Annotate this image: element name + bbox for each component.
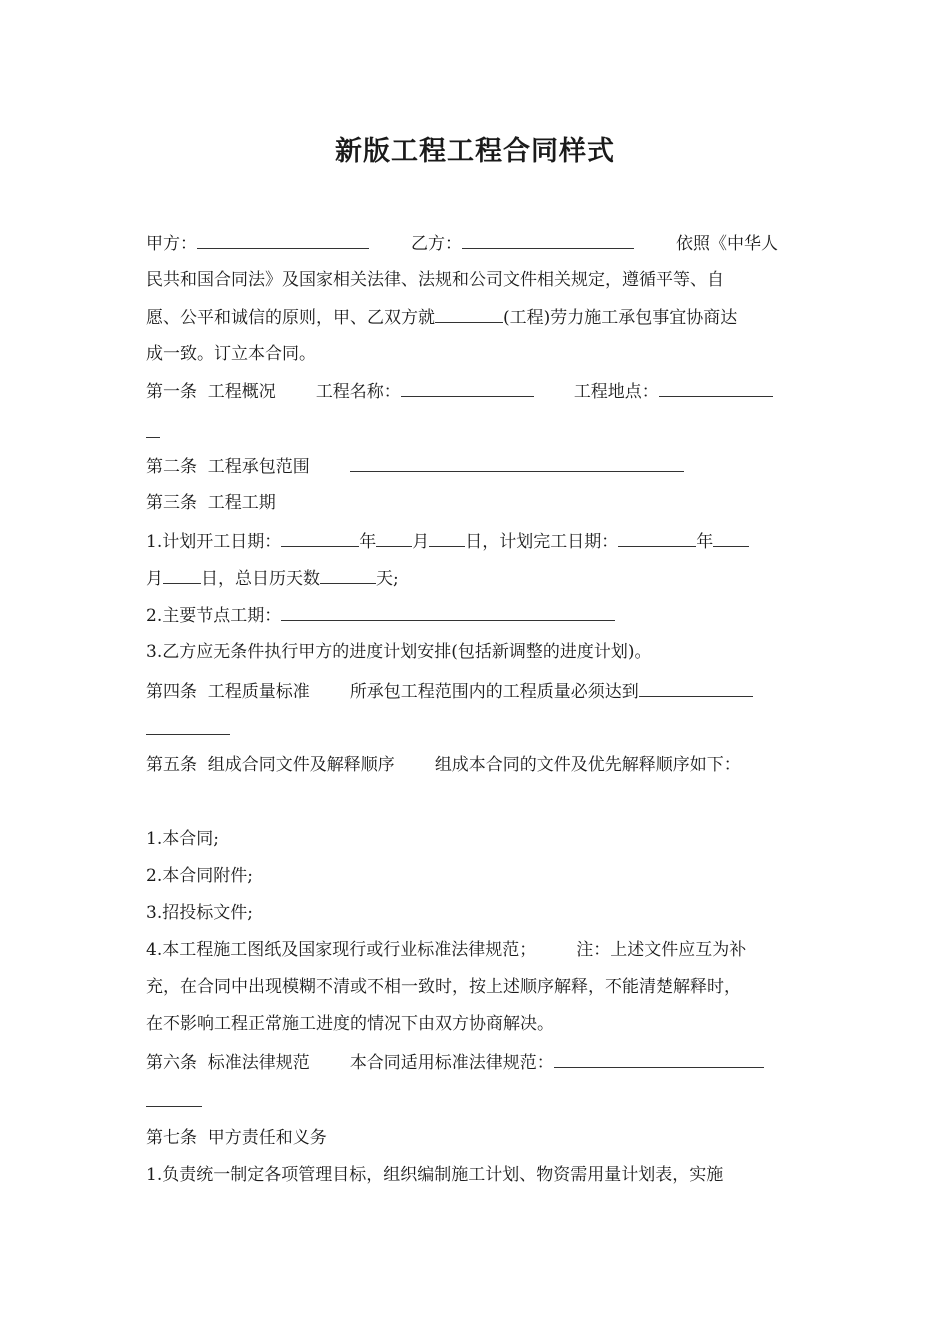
end-year-blank <box>618 529 696 547</box>
article-5 <box>146 753 741 777</box>
document-title: 新版工程工程合同样式 <box>335 136 615 167</box>
note-text: 注：上述文件应互为补 <box>576 940 747 960</box>
project-site-blank <box>659 379 773 397</box>
standards-blank <box>554 1050 764 1068</box>
article-4-cont <box>146 717 230 742</box>
documents-order-text: 组成本合同的文件及优先解释顺序如下： <box>434 755 741 775</box>
end-month-blank <box>713 529 749 547</box>
note-line-3: 在不影响工程正常施工进度的情况下由双方协商解决。 <box>146 1014 554 1034</box>
month-label: 月 <box>146 569 163 589</box>
article-7-heading: 第七条 甲方责任和义务 <box>146 1128 327 1148</box>
end-day-blank <box>163 566 201 584</box>
project-site-label: 工程地点： <box>573 382 659 402</box>
end-date-label: 日，计划完工日期： <box>465 532 619 552</box>
total-days-label: 日，总日历天数 <box>201 569 320 589</box>
intro-line-3a: 愿、公平和诚信的原则，甲、乙双方就 <box>146 308 435 328</box>
total-days-blank <box>320 566 376 584</box>
project-name-blank <box>401 379 534 397</box>
start-date-label: 1.计划开工日期： <box>146 532 282 552</box>
year-label: 年 <box>359 532 377 552</box>
milestone-blank <box>281 603 615 621</box>
article-2 <box>146 454 684 479</box>
quality-blank <box>639 679 753 697</box>
party-a-blank <box>197 231 369 249</box>
article-6-cont <box>146 1089 202 1114</box>
intro-line-3 <box>146 305 737 330</box>
schedule-line-2 <box>146 566 399 591</box>
party-b-blank <box>462 231 634 249</box>
schedule-line-1 <box>146 529 749 554</box>
start-day-blank <box>429 529 465 547</box>
start-month-blank <box>376 529 412 547</box>
intro-tail: 依照《中华人 <box>676 234 778 254</box>
article-5-heading: 第五条 组成合同文件及解释顺序 <box>146 755 395 775</box>
article-7-line-1: 1.负责统一制定各项管理目标，组织编制施工计划、物资需用量计划表，实施 <box>146 1165 724 1185</box>
intro-line-1 <box>146 231 778 256</box>
intro-line-2: 民共和国合同法》及国家相关法律、法规和公司文件相关规定，遵循平等、自 <box>146 270 724 290</box>
document-item-1: 1.本合同; <box>146 829 219 849</box>
article-2-heading: 第二条 工程承包范围 <box>146 457 310 477</box>
project-name-label: 工程名称： <box>315 382 401 402</box>
article-6 <box>146 1050 764 1075</box>
article-6-heading: 第六条 标准法律规范 <box>146 1053 310 1073</box>
document-item-3: 3.招投标文件; <box>146 903 253 923</box>
project-site-blank-cont <box>146 420 160 438</box>
article-4 <box>146 679 753 704</box>
project-blank <box>435 305 503 323</box>
quality-text: 所承包工程范围内的工程质量必须达到 <box>349 682 639 702</box>
document-item-4 <box>146 938 746 962</box>
schedule-line-3 <box>146 603 615 628</box>
days-unit: 天; <box>376 569 399 589</box>
document-item-2: 2.本合同附件; <box>146 866 253 886</box>
schedule-line-4: 3.乙方应无条件执行甲方的进度计划安排(包括新调整的进度计划)。 <box>146 642 652 662</box>
party-a-label: 甲方： <box>146 234 197 254</box>
article-1-cont <box>146 420 160 445</box>
quality-blank-cont <box>146 717 230 735</box>
standards-text: 本合同适用标准法律规范： <box>349 1053 554 1073</box>
standards-blank-cont <box>146 1089 202 1107</box>
start-year-blank <box>281 529 359 547</box>
year-label: 年 <box>696 532 714 552</box>
party-b-label: 乙方： <box>411 234 462 254</box>
article-3-heading: 第三条 工程工期 <box>146 493 276 513</box>
milestone-label: 2.主要节点工期： <box>146 606 282 626</box>
article-4-heading: 第四条 工程质量标准 <box>146 682 310 702</box>
document-item-4-text: 4.本工程施工图纸及国家现行或行业标准法律规范； <box>146 940 537 960</box>
scope-blank <box>350 454 684 472</box>
month-label: 月 <box>412 532 430 552</box>
article-1-heading: 第一条 工程概况 <box>146 382 276 402</box>
note-line-2: 充，在合同中出现模糊不清或不相一致时，按上述顺序解释，不能清楚解释时， <box>146 977 741 997</box>
intro-line-3b: (工程)劳力施工承包事宜协商达 <box>503 308 738 328</box>
article-1 <box>146 379 773 404</box>
intro-line-4: 成一致。订立本合同。 <box>146 344 316 364</box>
